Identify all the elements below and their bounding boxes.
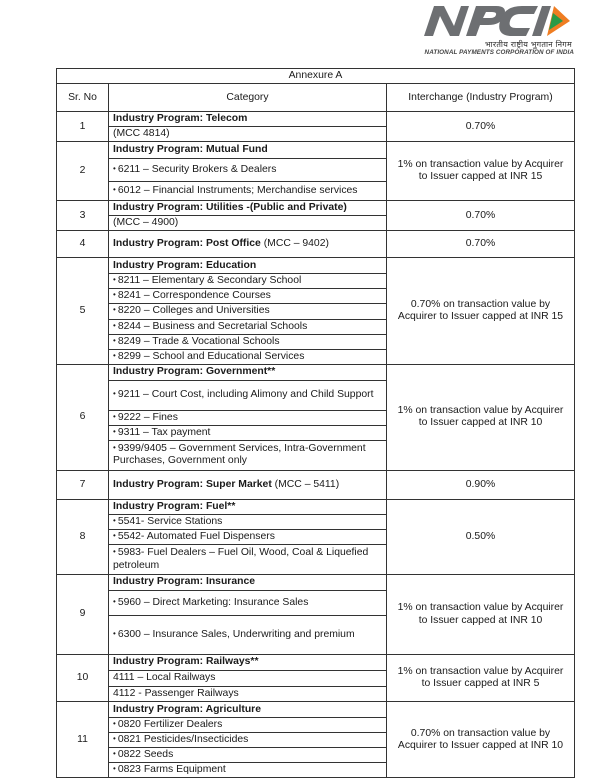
table-row [57, 499, 575, 514]
interchange-cell: 0.70% [387, 112, 575, 142]
category-cell [109, 733, 387, 748]
sr-no-cell: 11 [57, 702, 109, 778]
interchange-cell: 0.70% on transaction value by Acquirer to Issuer capped at INR 10 [387, 702, 575, 778]
category-cell [109, 575, 387, 591]
category-cell [109, 748, 387, 763]
header-category: Category [109, 84, 387, 112]
category-cell [109, 655, 387, 671]
category-cell [109, 319, 387, 334]
sr-no-cell: 5 [57, 258, 109, 364]
mcc-item: • 6012 – Financial Instruments; Merchandise services [113, 185, 358, 196]
sr-no-cell: 10 [57, 655, 109, 702]
mcc-item: (MCC 4814) [113, 128, 170, 140]
category-cell [109, 159, 387, 182]
mcc-item: 4111 – Local Railways [113, 672, 216, 684]
logo-subtitle: NATIONAL PAYMENTS CORPORATION OF INDIA [424, 49, 574, 56]
interchange-cell: 1% on transaction value by Acquirer to Issuer capped at INR 10 [387, 575, 575, 655]
table-row [57, 702, 575, 718]
interchange-cell: 1% on transaction value by Acquirer to Issuer capped at INR 10 [387, 364, 575, 470]
category-cell [109, 304, 387, 319]
category-cell [109, 182, 387, 201]
table-body [57, 112, 575, 778]
category-cell [109, 289, 387, 304]
mcc-item: • 8244 – Business and Secretarial Schools [113, 321, 307, 332]
category-cell [109, 380, 387, 410]
category-cell [109, 499, 387, 514]
category-cell [109, 591, 387, 616]
sr-no-cell: 7 [57, 470, 109, 499]
interchange-cell: 0.70% on transaction value by Acquirer to Issuer capped at INR 15 [387, 258, 575, 364]
category-cell [109, 201, 387, 216]
table-row [57, 470, 575, 499]
table-row [57, 575, 575, 591]
mcc-item: • 8249 – Trade & Vocational Schools [113, 336, 280, 347]
category-cell [109, 514, 387, 529]
category-cell [109, 671, 387, 687]
sr-no-cell: 3 [57, 201, 109, 231]
npci-logo [382, 0, 582, 60]
table-row [57, 112, 575, 127]
sr-no-cell: 8 [57, 499, 109, 574]
category-cell [109, 258, 387, 274]
category-cell [109, 425, 387, 440]
category-cell [109, 364, 387, 380]
category-cell [109, 616, 387, 655]
npci-logo-mark [420, 2, 580, 40]
category-cell [109, 470, 387, 499]
mcc-item: • 8299 – School and Educational Services [113, 351, 304, 362]
mcc-item: • 5960 – Direct Marketing: Insurance Sales [113, 597, 308, 608]
sr-no-cell: 4 [57, 231, 109, 258]
sr-no-cell: 6 [57, 364, 109, 470]
logo-hindi-text: भारतीय राष्ट्रीय भुगतान निगम [485, 40, 572, 49]
category-cell [109, 702, 387, 718]
mcc-item: • 6211 – Security Brokers & Dealers [113, 164, 276, 175]
mcc-item: • 0821 Pesticides/Insecticides [113, 734, 248, 745]
interchange-cell: 0.70% [387, 231, 575, 258]
mcc-item: 4112 - Passenger Railways [113, 688, 239, 699]
category-cell [109, 274, 387, 289]
industry-program-label: Industry Program: Telecom [113, 113, 248, 125]
header-interchange: Interchange (Industry Program) [387, 84, 575, 112]
table-row [57, 258, 575, 274]
industry-program-label: Industry Program: Utilities -(Public and Private) [113, 202, 347, 214]
industry-program-label: Industry Program: Mutual Fund [113, 144, 268, 156]
industry-program-label: Industry Program: Insurance [113, 576, 256, 588]
category-cell [109, 127, 387, 142]
header-sr-no: Sr. No [57, 84, 109, 112]
interchange-cell: 1% on transaction value by Acquirer to Issuer capped at INR 5 [387, 655, 575, 702]
mcc-code: (MCC – 9402) [260, 238, 329, 250]
mcc-item: • 9311 – Tax payment [113, 427, 210, 438]
category-cell [109, 334, 387, 349]
category-cell [109, 545, 387, 575]
table-row [57, 231, 575, 258]
category-cell [109, 763, 387, 778]
mcc-item: • 0822 Seeds [113, 749, 173, 760]
interchange-cell: 0.70% [387, 201, 575, 231]
mcc-item: • 8220 – Colleges and Universities [113, 305, 270, 316]
mcc-item: • 0823 Farms Equipment [113, 764, 226, 775]
sr-no-cell: 1 [57, 112, 109, 142]
interchange-cell: 0.90% [387, 470, 575, 499]
mcc-item: • 5542- Automated Fuel Dispensers [113, 531, 275, 542]
mcc-item: (MCC – 4900) [113, 217, 179, 229]
table-row [57, 201, 575, 216]
category-cell [109, 410, 387, 425]
category-cell [109, 529, 387, 544]
mcc-item: • 0820 Fertilizer Dealers [113, 719, 222, 730]
sr-no-cell: 2 [57, 142, 109, 201]
category-cell [109, 112, 387, 127]
mcc-item: • 9399/9405 – Government Services, Intra-Government Purchases, Government only [113, 443, 366, 466]
category-cell [109, 718, 387, 733]
industry-program-label: Industry Program: Education [113, 259, 257, 271]
industry-program-label: Industry Program: Railways** [113, 656, 259, 668]
mcc-item: • 5983- Fuel Dealers – Fuel Oil, Wood, Coal & Liquefied petroleum [113, 547, 368, 570]
mcc-item: • 9211 – Court Cost, including Alimony and Child Support [113, 389, 374, 400]
industry-program-label: Industry Program: Post Office [113, 238, 261, 250]
table-row [57, 142, 575, 159]
category-cell [109, 687, 387, 702]
industry-program-label: Industry Program: Government** [113, 366, 276, 378]
category-cell [109, 142, 387, 159]
industry-program-label: Industry Program: Super Market [113, 478, 272, 490]
category-cell [109, 349, 387, 364]
category-cell [109, 231, 387, 258]
mcc-item: • 8211 – Elementary & Secondary School [113, 275, 301, 286]
interchange-cell: 0.50% [387, 499, 575, 574]
table-row [57, 364, 575, 380]
mcc-item: • 8241 – Correspondence Courses [113, 290, 271, 301]
category-cell [109, 440, 387, 470]
industry-program-label: Industry Program: Fuel** [113, 500, 236, 512]
mcc-item: • 5541- Service Stations [113, 516, 222, 527]
sr-no-cell: 9 [57, 575, 109, 655]
mcc-item: • 6300 – Insurance Sales, Underwriting and premium [113, 629, 355, 640]
mcc-item: • 9222 – Fines [113, 412, 178, 423]
annexure-table [56, 68, 575, 778]
table-title: Annexure A [57, 69, 575, 84]
industry-program-label: Industry Program: Agriculture [113, 703, 261, 715]
mcc-code: (MCC – 5411) [271, 478, 340, 490]
table-row [57, 655, 575, 671]
interchange-cell: 1% on transaction value by Acquirer to Issuer capped at INR 15 [387, 142, 575, 201]
category-cell [109, 216, 387, 231]
